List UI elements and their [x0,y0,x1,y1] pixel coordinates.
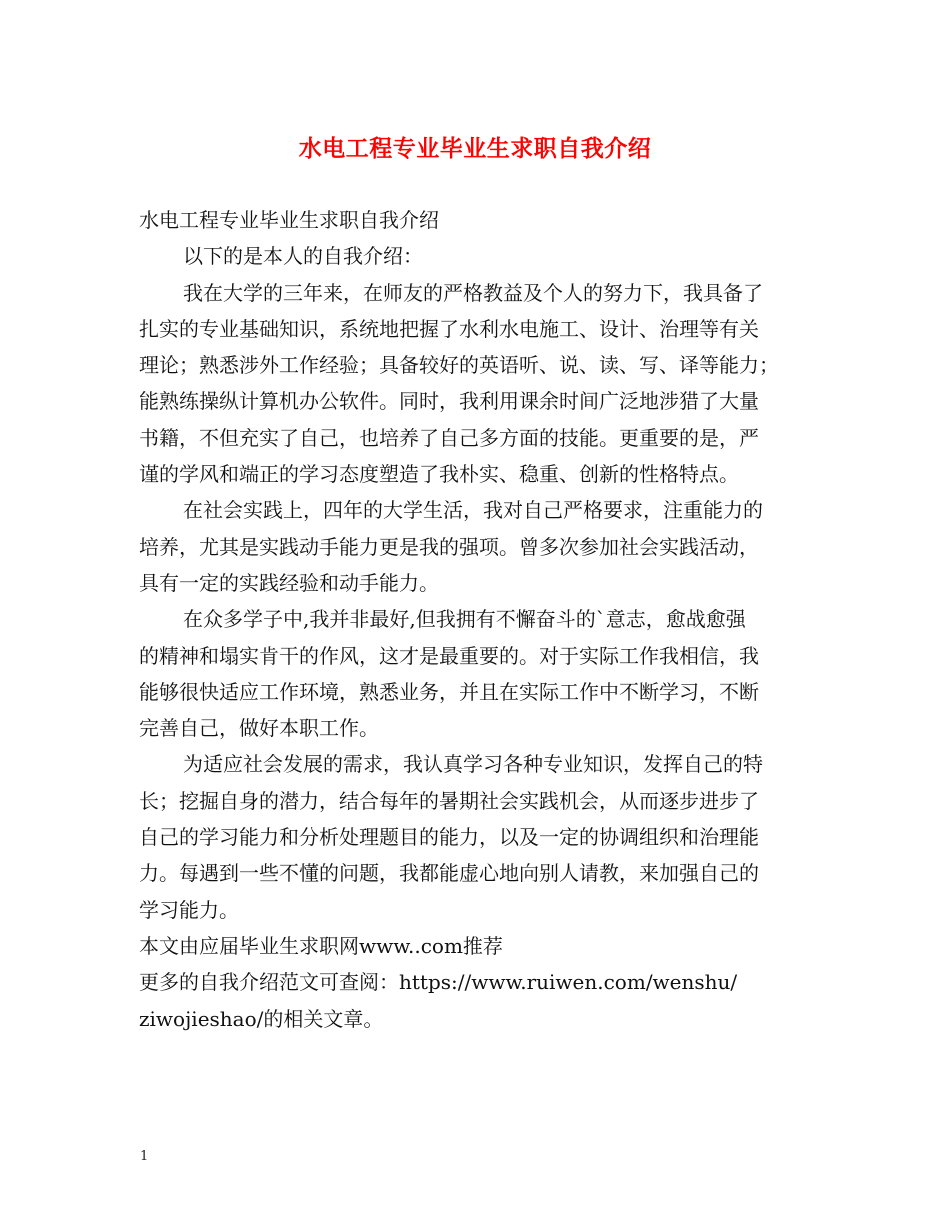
source-note: 本文由应届毕业生求职网www..com推荐 [139,933,503,958]
paragraph-2-line-2: 培养，尤其是实践动手能力更是我的强项。曾多次参加社会实践活动， [139,534,759,559]
paragraph-4-line-2: 长；挖掘自身的潜力，结合每年的暑期社会实践机会，从而逐步进步了 [139,788,759,813]
paragraph-4-line-4: 力。每遇到一些不懂的问题，我都能虚心地向别人请教，来加强自己的 [139,861,759,886]
paragraph-3-line-2: 的精神和塌实肯干的作风，这才是最重要的。对于实际工作我相信，我 [139,643,759,668]
page-number: 1 [140,1149,149,1164]
paragraph-1-line-1: 我在大学的三年来，在师友的严格教益及个人的努力下，我具备了 [183,280,763,305]
more-link-line-2: ziwojieshao/的相关文章。 [139,1006,384,1031]
paragraph-1-line-4: 能熟练操纵计算机办公软件。同时，我利用课余时间广泛地涉猎了大量 [139,389,759,414]
paragraph-4-line-3: 自己的学习能力和分析处理题目的能力，以及一定的协调组织和治理能 [139,825,759,850]
paragraph-4-line-1: 为适应社会发展的需求，我认真学习各种专业知识，发挥自己的特 [183,752,763,777]
document-body [139,202,815,1037]
paragraph-3-line-4: 完善自己，做好本职工作。 [139,716,379,741]
body-heading-line: 水电工程专业毕业生求职自我介绍 [139,208,439,232]
paragraph-1-line-6: 谨的学风和端正的学习态度塑造了我朴实、稳重、创新的性格特点。 [139,462,739,487]
paragraph-1-line-2: 扎实的专业基础知识，系统地把握了水利水电施工、设计、治理等有关 [139,316,759,341]
paragraph-2-line-1: 在社会实践上，四年的大学生活，我对自己严格要求，注重能力的 [183,498,763,523]
paragraph-3-line-1: 在众多学子中,我并非最好,但我拥有不懈奋斗的`意志，愈战愈强 [183,607,746,632]
paragraph-3-line-3: 能够很快适应工作环境，熟悉业务，并且在实际工作中不断学习，不断 [139,679,759,704]
paragraph-1-line-3: 理论；熟悉涉外工作经验；具备较好的英语听、说、读、写、译等能力； [139,353,779,378]
intro-line: 以下的是本人的自我介绍： [183,244,423,269]
paragraph-2-line-3: 具有一定的实践经验和动手能力。 [139,570,439,595]
more-link-line-1: 更多的自我介绍范文可查阅：https://www.ruiwen.com/wenshu/ [139,970,738,995]
paragraph-1-line-5: 书籍，不但充实了自己，也培养了自己多方面的技能。更重要的是，严 [139,425,759,450]
paragraph-4-line-5: 学习能力。 [139,897,239,922]
document-title: 水电工程专业毕业生求职自我介绍 [298,136,652,162]
